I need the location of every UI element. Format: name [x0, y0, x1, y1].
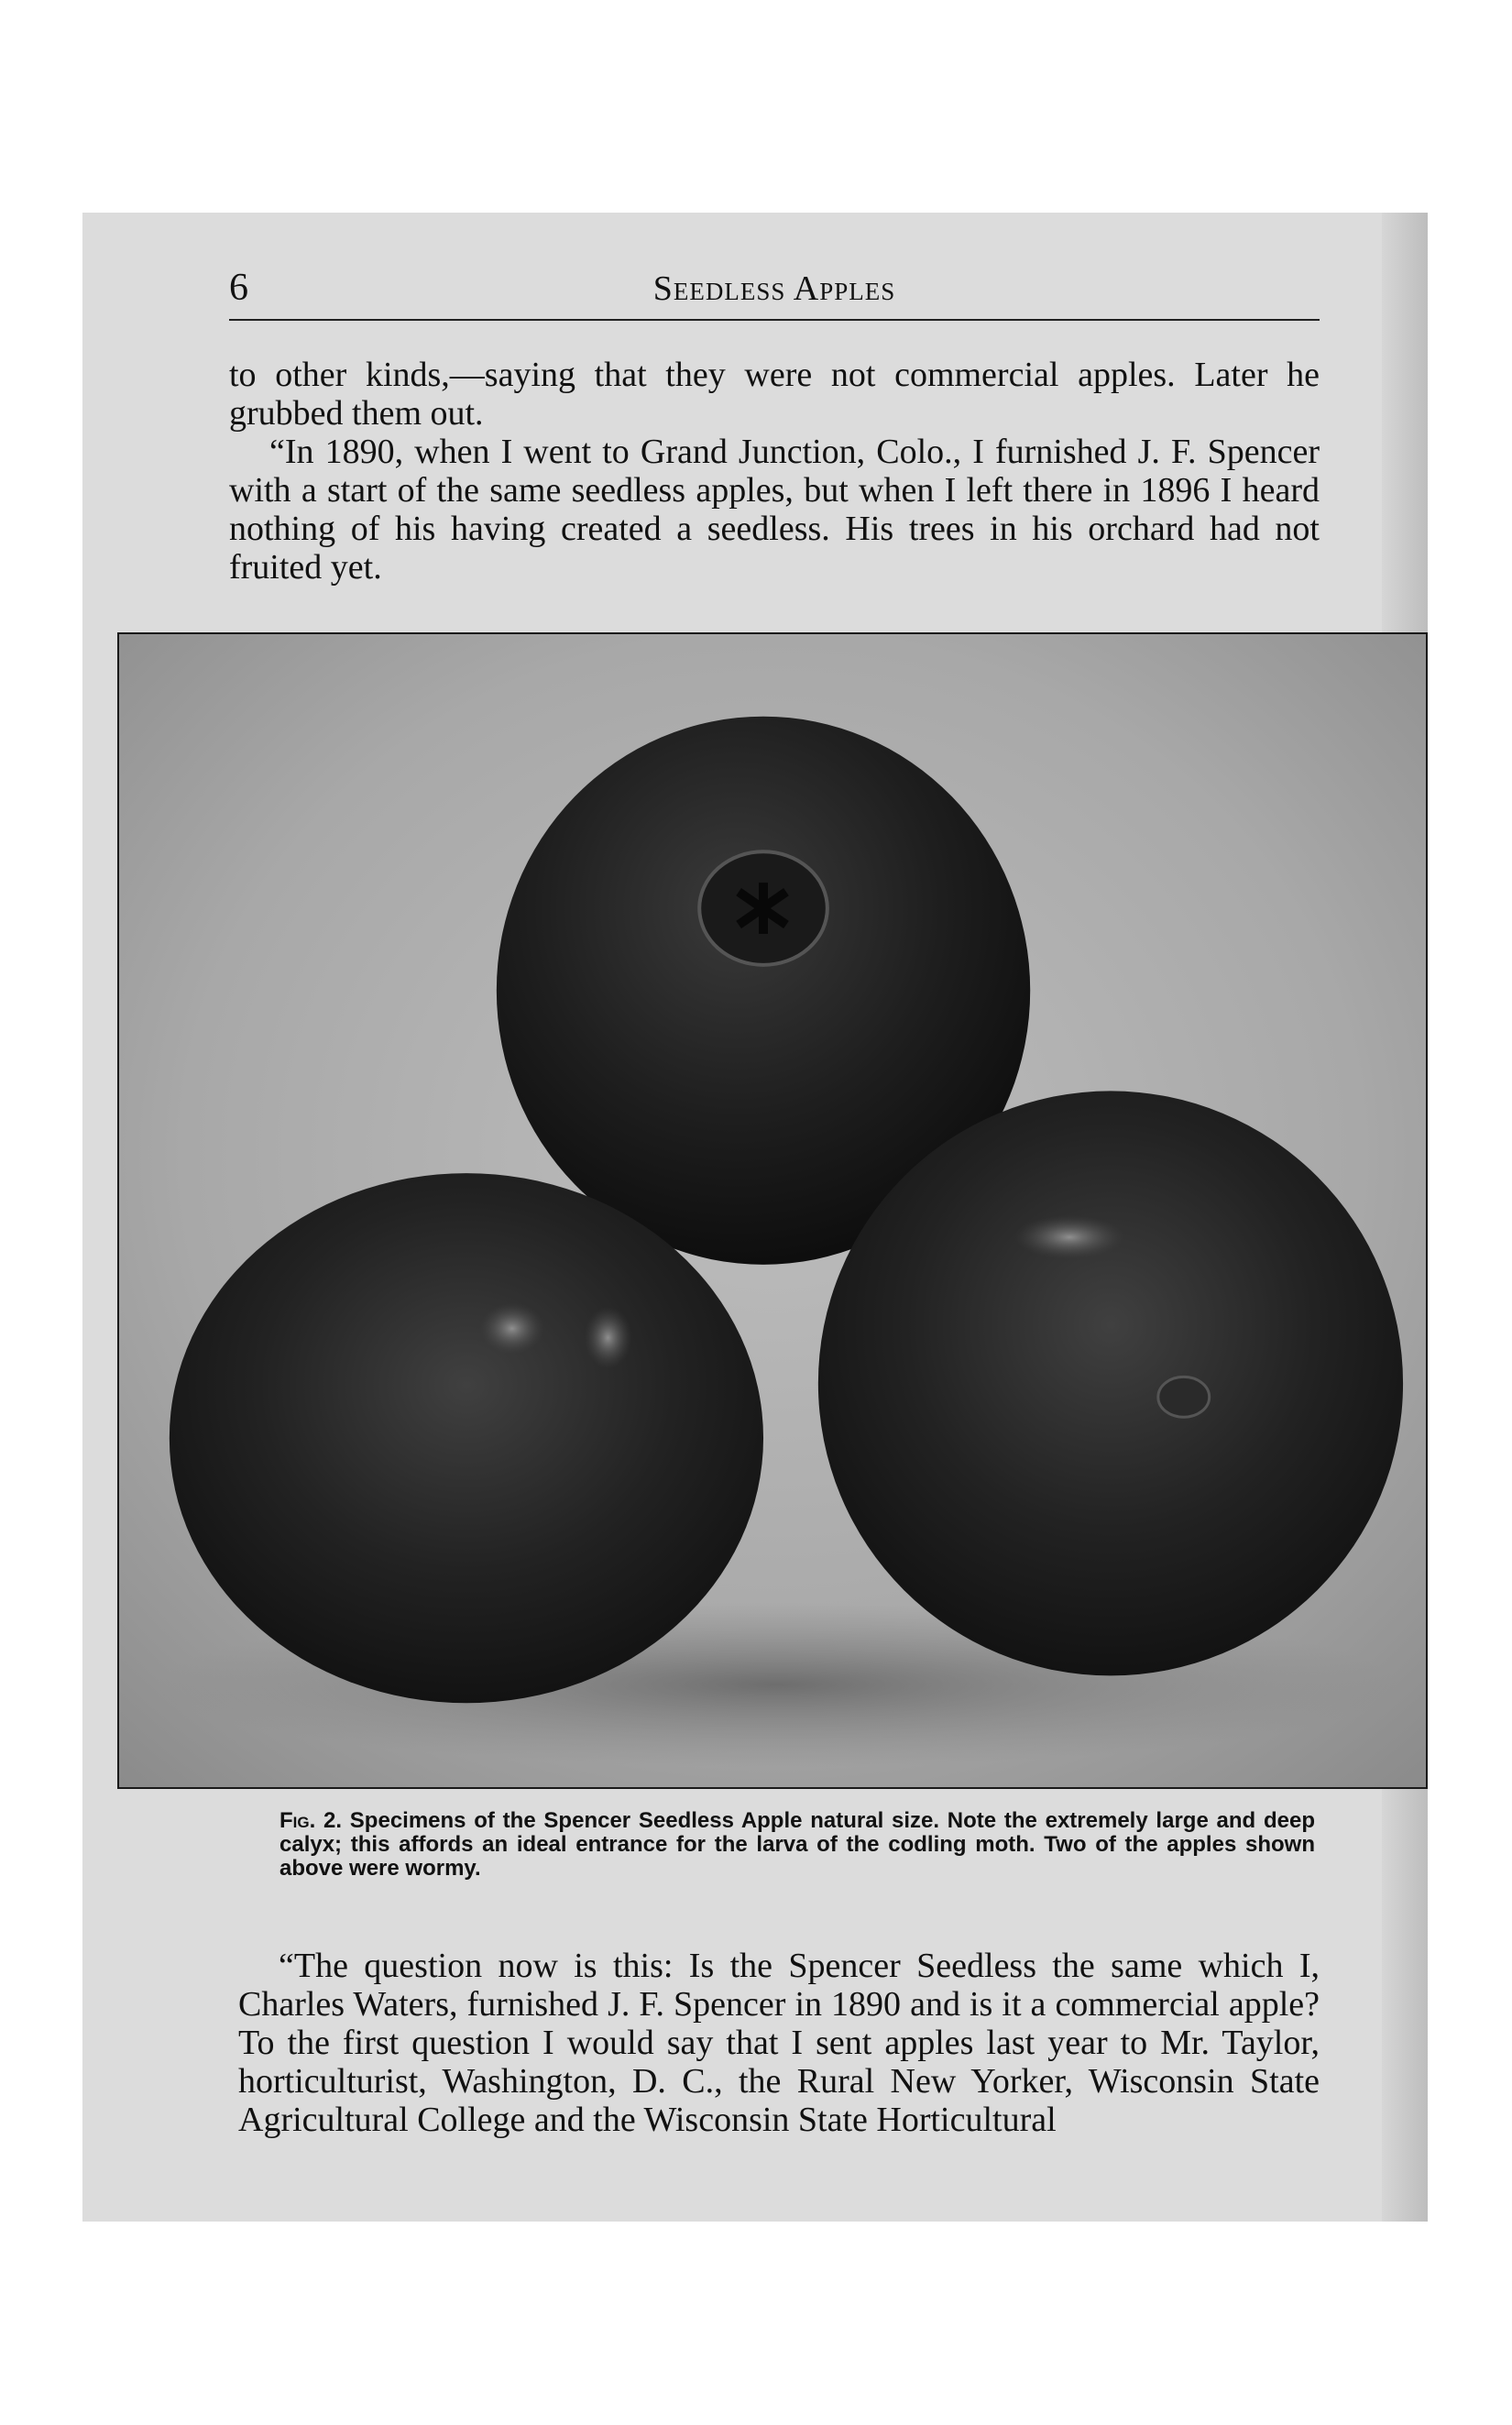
paragraph-continued: to other kinds,—saying that they were not commercial apples. Later he grubbed them out. [229, 356, 1320, 433]
calyx-right [1158, 1377, 1210, 1417]
book-page [82, 213, 1428, 2222]
highlight [1014, 1215, 1124, 1259]
right-apple [818, 1091, 1403, 1675]
apple-photograph [117, 632, 1428, 1789]
highlight [480, 1303, 544, 1355]
apples-image [119, 634, 1426, 1787]
figure-caption-text: Specimens of the Spencer Seedless Apple natural size. Note the extremely large and deep calyx; this affords an ideal entrance for the larva of the codling moth. Two of the apples shown above were wormy. [279, 1808, 1315, 1881]
figure-label: Fig. 2. [279, 1808, 343, 1833]
left-apple [170, 1173, 763, 1703]
running-head: Seedless Apples [652, 269, 896, 308]
page-header [229, 266, 1320, 321]
paragraph-question: “The question now is this: Is the Spencer Seedless the same which I, Charles Waters, furnished J. F. Spencer in 1890 and is it a commercial apple? To the first question I would say that I sent apples last year to Mr. Taylor, horticulturist, Washington, D. C., the Rural New Yorker, Wisconsin State Agricultural College and the Wisconsin State Horticultural [238, 1947, 1320, 2139]
highlight [585, 1307, 632, 1369]
figure-caption [279, 1809, 1315, 1881]
paragraph-grand-junction: “In 1890, when I went to Grand Junction, Colo., I furnished J. F. Spencer with a start of the same seedless apples, but when I left there in 1896 I heard nothing of his having created a seedless. His trees in his orchard had not fruited yet. [229, 433, 1320, 587]
page-number: 6 [229, 267, 248, 309]
